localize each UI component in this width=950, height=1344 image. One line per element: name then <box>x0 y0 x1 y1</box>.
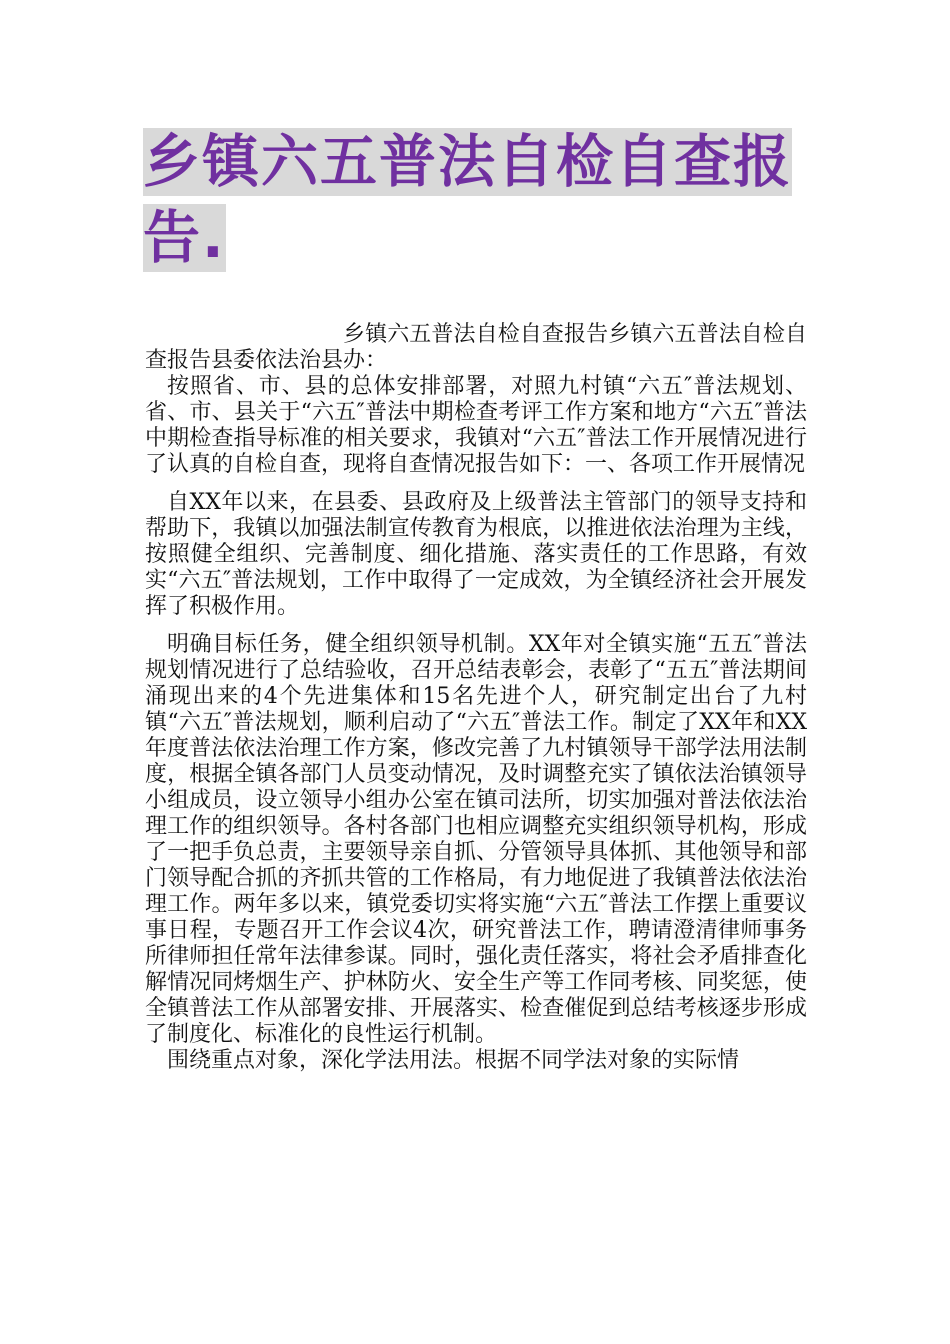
paragraph-overview: 自XX年以来，在县委、县政府及上级普法主管部门的领导支持和帮助下，我镇以加强法制宣传教育为根底，以推进依法治理为主线，按照健全组织、完善制度、细化措施、落实责任的工作思路，有效实“六五″普法规划，工作中取得了一定成效，为全镇经济社会开展发挥了积极作用。 <box>145 490 807 619</box>
paragraph-salutation: 乡镇六五普法自检自查报告乡镇六五普法自检自查报告县委依法治县办： <box>145 322 807 373</box>
document-body <box>145 322 807 1074</box>
paragraph-organization: 明确目标任务，健全组织领导机制。XX年对全镇实施“五五″普法规划情况进行了总结验收，召开总结表彰会，表彰了“五五″普法期间涌现出来的4个先进集体和15名先进个人，研究制定出台了九村镇“六五″普法规划，顺利启动了“六五″普法工作。制定了XX年和XX年度普法依法治理工作方案，修改完善了九村镇领导干部学法用法制度，根据全镇各部门人员变动情况，及时调整充实了镇依法治镇领导小组成员，设立领导小组办公室在镇司法所，切实加强对普法依法治理工作的组织领导。各村各部门也相应调整充实组织领导机构，形成了一把手负总责，主要领导亲自抓、分管领导具体抓、其他领导和部门领导配合抓的齐抓共管的工作格局，有力地促进了我镇普法依法治理工作。两年多以来，镇党委切实将实施“六五″普法工作摆上重要议事日程，专题召开工作会议4次，研究普法工作，聘请澄清律师事务所律师担任常年法律参谋。同时，强化责任落实，将社会矛盾排查化解情况同烤烟生产、护林防火、安全生产等工作同考核、同奖惩，使全镇普法工作从部署安排、开展落实、检查催促到总结考核逐步形成了制度化、标准化的良性运行机制。 <box>145 632 807 1047</box>
paragraph-intro: 按照省、市、县的总体安排部署，对照九村镇“六五″普法规划、省、市、县关于“六五″普法中期检查考评工作方案和地方“六五″普法中期检查指导标准的相关要求，我镇对“六五″普法工作开展情况进行了认真的自检自查，现将自查情况报告如下：一、各项工作开展情况 <box>145 374 807 477</box>
document-title <box>143 128 813 280</box>
title-line-1: 乡镇六五普法自检自查报 <box>143 129 792 195</box>
title-line-2: 告. <box>143 205 226 271</box>
paragraph-key-targets: 围绕重点对象，深化学法用法。根据不同学法对象的实际情 <box>167 1048 740 1073</box>
